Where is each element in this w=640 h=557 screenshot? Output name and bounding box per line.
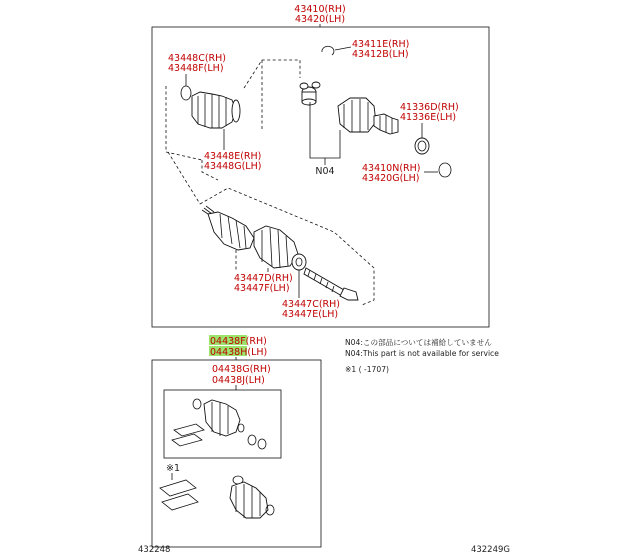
note-n04-jp: N04:この部品については補給していません (345, 338, 492, 347)
outer-housing-part (338, 98, 398, 134)
note-n04-en: N04:This part is not available for service (345, 349, 499, 358)
label-clamp-outer-small-rh: 43447C(RH) (282, 299, 341, 310)
label-boot-outer-rh: 43447D(RH) (234, 273, 293, 284)
label-boot-clamp-outer[interactable] (168, 53, 226, 74)
label-boot-clamp-outer-rh: 43448C(RH) (168, 53, 227, 64)
label-hub-seal-lh: 43420G(LH) (362, 173, 420, 184)
label-dust-seal-rh: 41336D(RH) (400, 102, 459, 113)
footer-code-right: 432249G (470, 545, 510, 555)
label-boot-kit-b-rh: 04438G(RH) (212, 364, 271, 375)
note-mark-1: ※1 ( -1707) (345, 365, 390, 374)
label-shaft-assy-rh: 43410(RH) (294, 4, 346, 15)
label-boot-inner[interactable] (204, 151, 261, 172)
label-hub-seal[interactable] (362, 163, 420, 184)
label-note-mark-1[interactable]: ※1 (166, 463, 181, 474)
label-boot-outer[interactable] (234, 273, 293, 294)
kit-grease-packs (172, 424, 204, 446)
label-boot-kit-a-lh: 04438H(LH) (210, 347, 268, 358)
label-boot-kit-a[interactable] (210, 336, 267, 358)
label-shaft-assy-lh: 43420(LH) (294, 14, 346, 25)
label-snap-ring-rh: 43411E(RH) (352, 39, 410, 50)
label-shaft-assy[interactable] (294, 4, 345, 25)
label-boot-kit-a-rh: 04438F(RH) (210, 336, 267, 347)
bracket-n04 (310, 102, 340, 158)
label-clamp-outer-small-lh: 43447E(LH) (282, 309, 339, 320)
label-hub-seal-rh: 43410N(RH) (362, 163, 421, 174)
label-snap-ring[interactable] (352, 39, 409, 60)
label-snap-ring-lh: 43412B(LH) (352, 49, 409, 60)
bottom-grease-packs (160, 480, 198, 510)
boot-kit-frame (152, 360, 321, 547)
label-boot-inner-lh: 43448G(LH) (204, 161, 262, 172)
bottom-boot-part (230, 476, 274, 518)
kit-boot-part (193, 399, 266, 449)
tripod-spider-part (300, 82, 320, 105)
dust-seal-part (415, 138, 429, 154)
inner-boot-part (192, 92, 240, 128)
leader-snap-ring (335, 47, 351, 50)
label-boot-outer-lh: 43447F(LH) (234, 283, 290, 294)
label-boot-kit-b[interactable] (212, 364, 271, 386)
label-boot-inner-rh: 43448E(RH) (204, 151, 262, 162)
label-dust-seal[interactable] (400, 102, 459, 123)
label-clamp-outer-small[interactable] (282, 299, 340, 320)
snap-ring-part (322, 46, 334, 55)
label-boot-kit-b-lh: 04438J(LH) (212, 375, 265, 386)
footer-code-left: 432248 (138, 545, 171, 555)
label-boot-clamp-outer-lh: 43448F(LH) (168, 63, 224, 74)
label-dust-seal-lh: 41336E(LH) (400, 112, 457, 123)
hub-seal-part (439, 163, 451, 177)
clamp-ring-part (181, 86, 191, 100)
label-n04[interactable]: N04 (315, 166, 335, 177)
